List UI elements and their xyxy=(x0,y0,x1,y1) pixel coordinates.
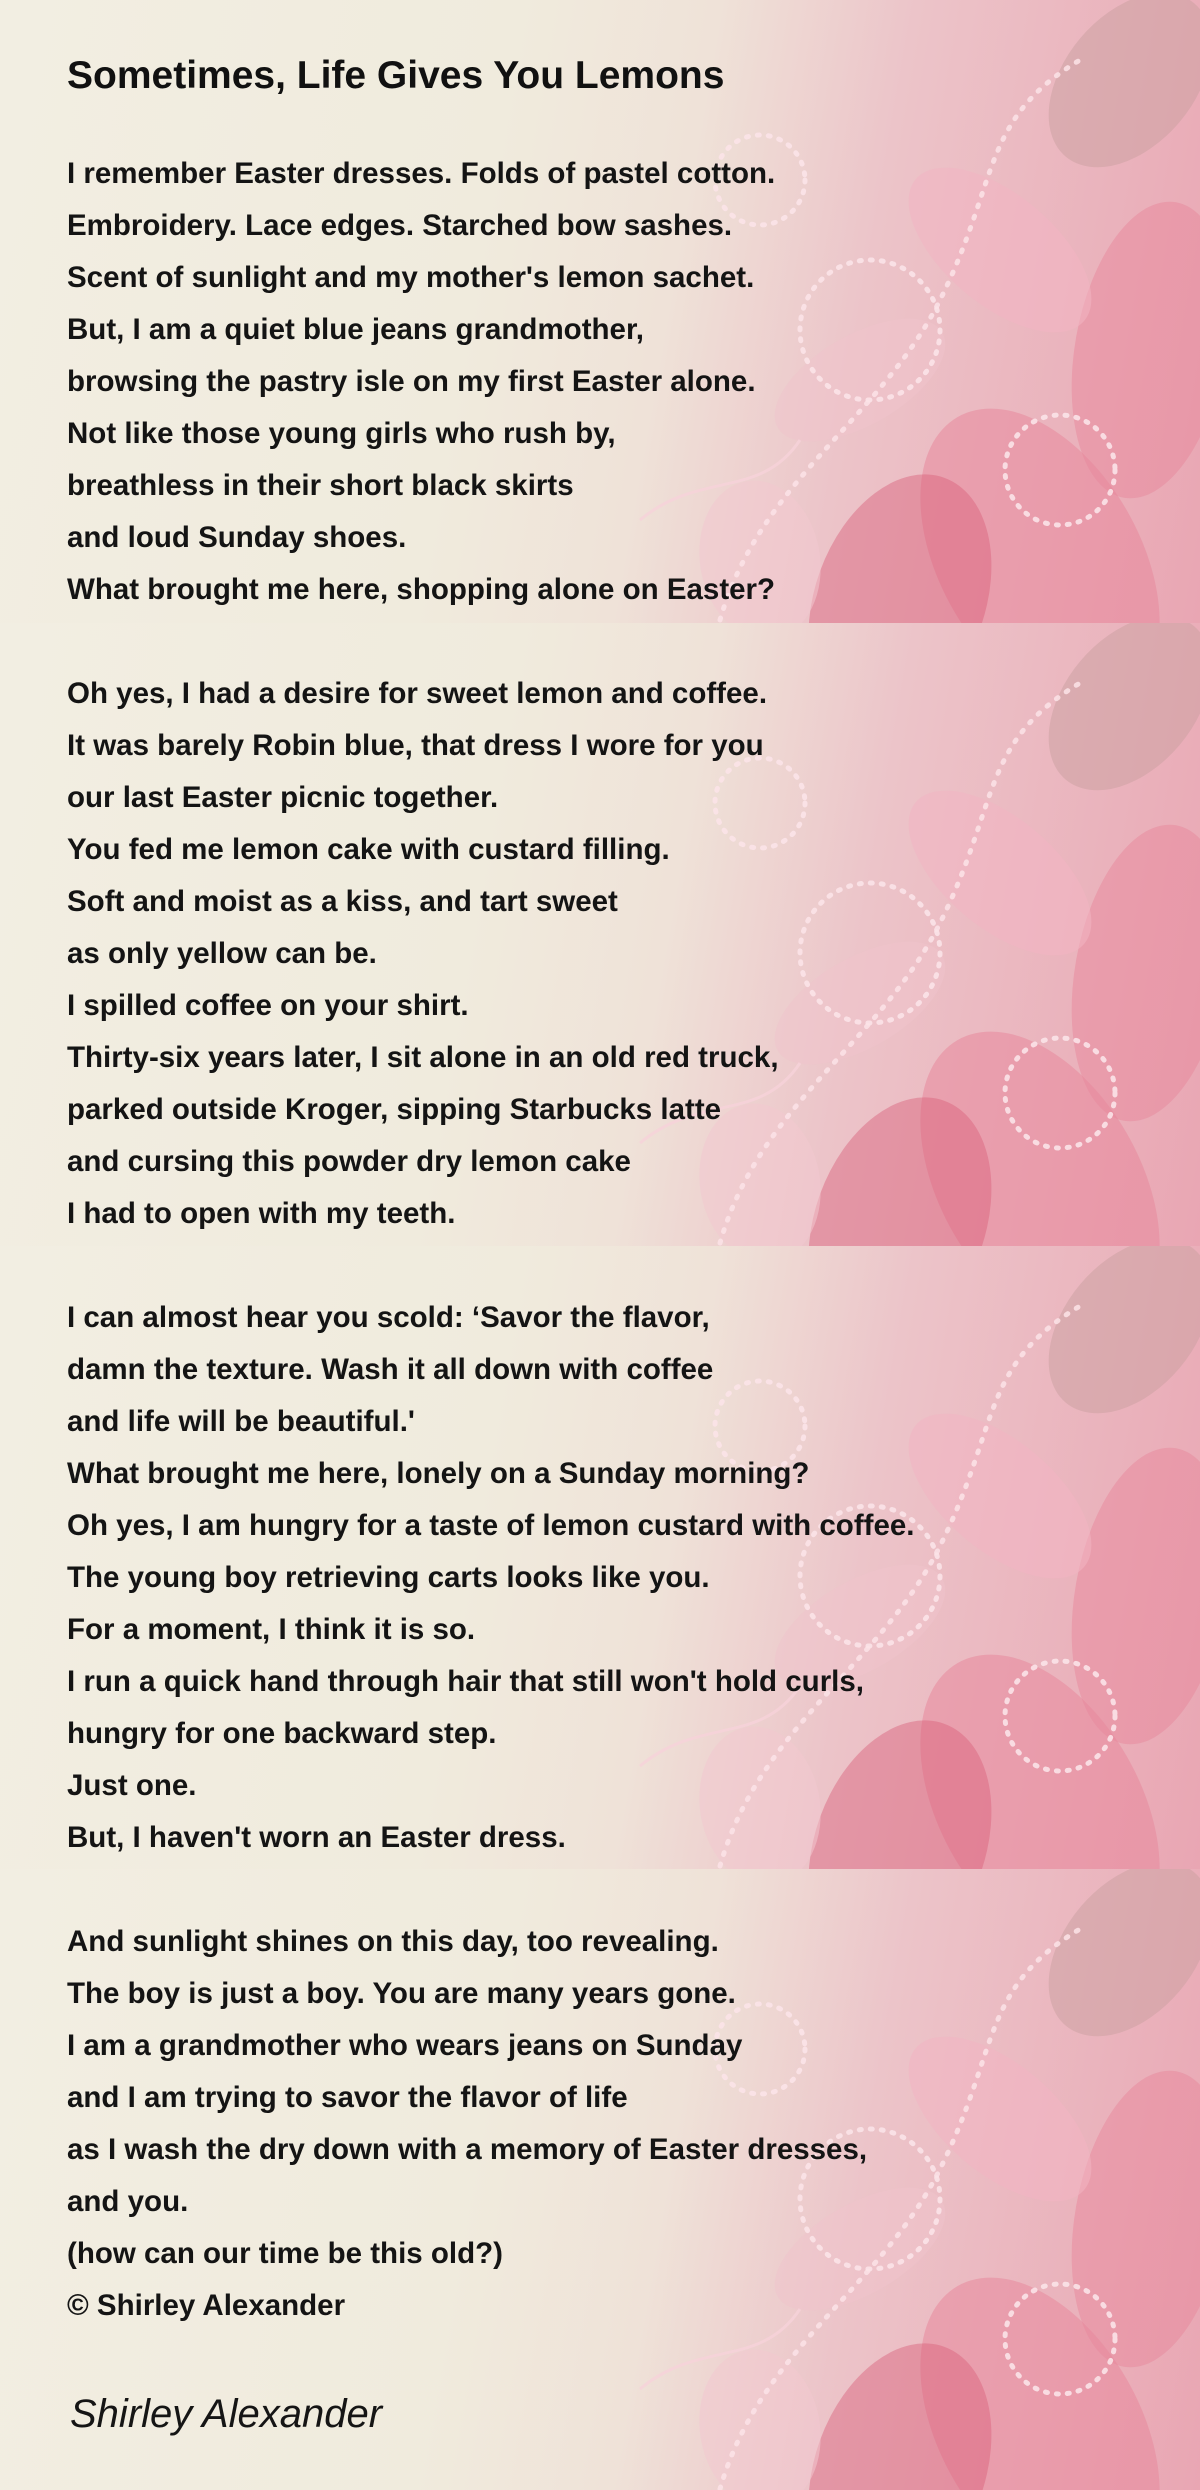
poem-line: I am a grandmother who wears jeans on Sunday xyxy=(67,2029,743,2062)
poem-line: I remember Easter dresses. Folds of pastel cotton. xyxy=(67,157,776,190)
poem-line: Embroidery. Lace edges. Starched bow sashes. xyxy=(67,209,733,242)
stanza-4 xyxy=(67,1916,867,2332)
stanza-2 xyxy=(67,668,779,1240)
poem-line: Just one. xyxy=(67,1769,197,1802)
poem-line: Not like those young girls who rush by, xyxy=(67,417,616,450)
poem-line: Oh yes, I am hungry for a taste of lemon custard with coffee. xyxy=(67,1509,915,1542)
poem-line: Scent of sunlight and my mother's lemon sachet. xyxy=(67,261,755,294)
poem-line: and you. xyxy=(67,2185,189,2218)
poem-line: as only yellow can be. xyxy=(67,937,377,970)
poem-line: our last Easter picnic together. xyxy=(67,781,499,814)
author-signature: Shirley Alexander xyxy=(70,2392,383,2436)
poem-line: (how can our time be this old?) xyxy=(67,2237,503,2270)
stanza-1 xyxy=(67,148,775,616)
stanza-3 xyxy=(67,1292,914,1864)
poem-line: I spilled coffee on your shirt. xyxy=(67,989,469,1022)
poem-title: Sometimes, Life Gives You Lemons xyxy=(67,54,725,97)
poem-line: For a moment, I think it is so. xyxy=(67,1613,476,1646)
poem-line: hungry for one backward step. xyxy=(67,1717,497,1750)
poem-line: But, I haven't worn an Easter dress. xyxy=(67,1821,566,1854)
poem-line: browsing the pastry isle on my first Easter alone. xyxy=(67,365,756,398)
poem-line: But, I am a quiet blue jeans grandmother, xyxy=(67,313,644,346)
poem-line: What brought me here, lonely on a Sunday morning? xyxy=(67,1457,810,1490)
poem-line: and cursing this powder dry lemon cake xyxy=(67,1145,631,1178)
poem-line: And sunlight shines on this day, too revealing. xyxy=(67,1925,719,1958)
poem-line: and I am trying to savor the flavor of life xyxy=(67,2081,628,2114)
poem-line: The young boy retrieving carts looks like you. xyxy=(67,1561,710,1594)
poem-line: and loud Sunday shoes. xyxy=(67,521,407,554)
poem-line: It was barely Robin blue, that dress I wore for you xyxy=(67,729,764,762)
poem-line: Oh yes, I had a desire for sweet lemon and coffee. xyxy=(67,677,768,710)
poem-line: breathless in their short black skirts xyxy=(67,469,574,502)
poem-line: I run a quick hand through hair that still won't hold curls, xyxy=(67,1665,864,1698)
poem-line: damn the texture. Wash it all down with coffee xyxy=(67,1353,714,1386)
poem-line: as I wash the dry down with a memory of Easter dresses, xyxy=(67,2133,868,2166)
poem-line: and life will be beautiful.' xyxy=(67,1405,415,1438)
poem-line: I had to open with my teeth. xyxy=(67,1197,456,1230)
poem-line: Thirty-six years later, I sit alone in an old red truck, xyxy=(67,1041,779,1074)
poem-line: The boy is just a boy. You are many years gone. xyxy=(67,1977,736,2010)
poem-line: What brought me here, shopping alone on Easter? xyxy=(67,573,776,606)
poem-line: You fed me lemon cake with custard filling. xyxy=(67,833,670,866)
poem-line: Soft and moist as a kiss, and tart sweet xyxy=(67,885,618,918)
poem-line: I can almost hear you scold: ‘Savor the flavor, xyxy=(67,1301,710,1334)
poem-line: parked outside Kroger, sipping Starbucks latte xyxy=(67,1093,722,1126)
poem-line: © Shirley Alexander xyxy=(67,2289,346,2322)
